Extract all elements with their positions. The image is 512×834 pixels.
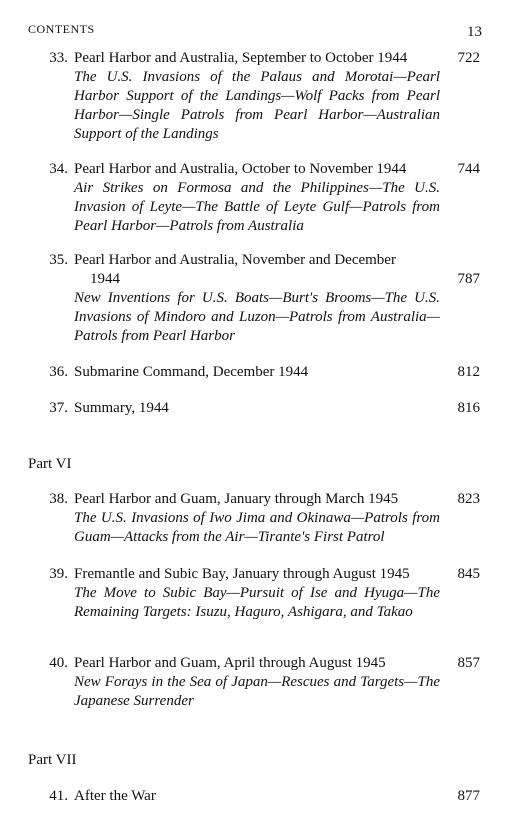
- chapter-title: Pearl Harbor and Guam, April through August 1945: [74, 655, 386, 671]
- chapter-number: 41.: [49, 788, 68, 804]
- chapter-page: 787: [457, 271, 480, 287]
- chapter-subtitle: The U.S. Invasions of Iwo Jima and Okinawa—Patrols from Guam—Attacks from the Air—Tirante's First Patrol: [74, 510, 440, 545]
- chapter-number: 38.: [49, 491, 68, 507]
- chapter-subtitle: New Inventions for U.S. Boats—Burt's Brooms—The U.S. Invasions of Mindoro and Luzon—Patrols from Australia—Patrols from Pearl Harbor: [74, 290, 440, 344]
- toc-entry[interactable]: [28, 363, 480, 382]
- toc-entry[interactable]: [28, 49, 480, 144]
- part-heading: Part VI: [28, 456, 72, 472]
- chapter-title: Pearl Harbor and Australia, November and December: [74, 252, 396, 268]
- chapter-page: 857: [457, 655, 480, 671]
- chapter-number: 33.: [49, 50, 68, 66]
- chapter-page: 816: [457, 400, 480, 416]
- chapter-title: Pearl Harbor and Australia, September to October 1944: [74, 50, 408, 66]
- chapter-title: Submarine Command, December 1944: [74, 364, 309, 380]
- chapter-page: 877: [457, 788, 480, 804]
- toc-entry[interactable]: [28, 490, 480, 547]
- chapter-subtitle: New Forays in the Sea of Japan—Rescues and Targets—The Japanese Surrender: [74, 674, 440, 709]
- chapter-title: Pearl Harbor and Guam, January through March 1945: [74, 491, 399, 507]
- chapter-number: 35.: [49, 252, 68, 268]
- chapter-title: Pearl Harbor and Australia, October to November 1944: [74, 161, 407, 177]
- chapter-number: 37.: [49, 400, 68, 416]
- chapter-page: 845: [457, 566, 480, 582]
- chapter-number: 34.: [49, 161, 68, 177]
- part-heading: Part VII: [28, 752, 77, 768]
- chapter-subtitle: Air Strikes on Formosa and the Philippines—The U.S. Invasion of Leyte—The Battle of Leyte Gulf—Patrols from Pearl Harbor—Patrols from Australia: [74, 180, 440, 234]
- chapter-page: 823: [457, 491, 480, 507]
- chapter-subtitle: The U.S. Invasions of the Palaus and Morotai—Pearl Harbor Support of the Landings—Wolf Packs from Pearl Harbor—Single Patrols from Pearl Harbor—Australian Support of the Landings: [74, 69, 440, 142]
- chapter-page: 812: [457, 364, 480, 380]
- toc-entry[interactable]: [28, 399, 480, 418]
- toc-entry[interactable]: [28, 654, 480, 711]
- toc-entry[interactable]: [28, 160, 480, 236]
- chapter-title: Summary, 1944: [74, 400, 169, 416]
- chapter-number: 40.: [49, 655, 68, 671]
- chapter-subtitle: The Move to Subic Bay—Pursuit of Ise and Hyuga—The Remaining Targets: Isuzu, Haguro, Ashigara, and Takao: [74, 585, 440, 620]
- toc-entry[interactable]: [28, 787, 480, 806]
- chapter-title: After the War: [74, 788, 156, 804]
- chapter-number: 36.: [49, 364, 68, 380]
- toc-entry[interactable]: [28, 251, 480, 346]
- toc-entry[interactable]: [28, 565, 480, 641]
- chapter-page: 722: [457, 50, 480, 66]
- folio-page-number: 13: [467, 24, 482, 40]
- chapter-number: 39.: [49, 566, 68, 582]
- chapter-title-continued: 1944: [90, 271, 120, 287]
- chapter-page: 744: [457, 161, 480, 177]
- chapter-title: Fremantle and Subic Bay, January through August 1945: [74, 566, 410, 582]
- running-header: CONTENTS: [28, 22, 95, 36]
